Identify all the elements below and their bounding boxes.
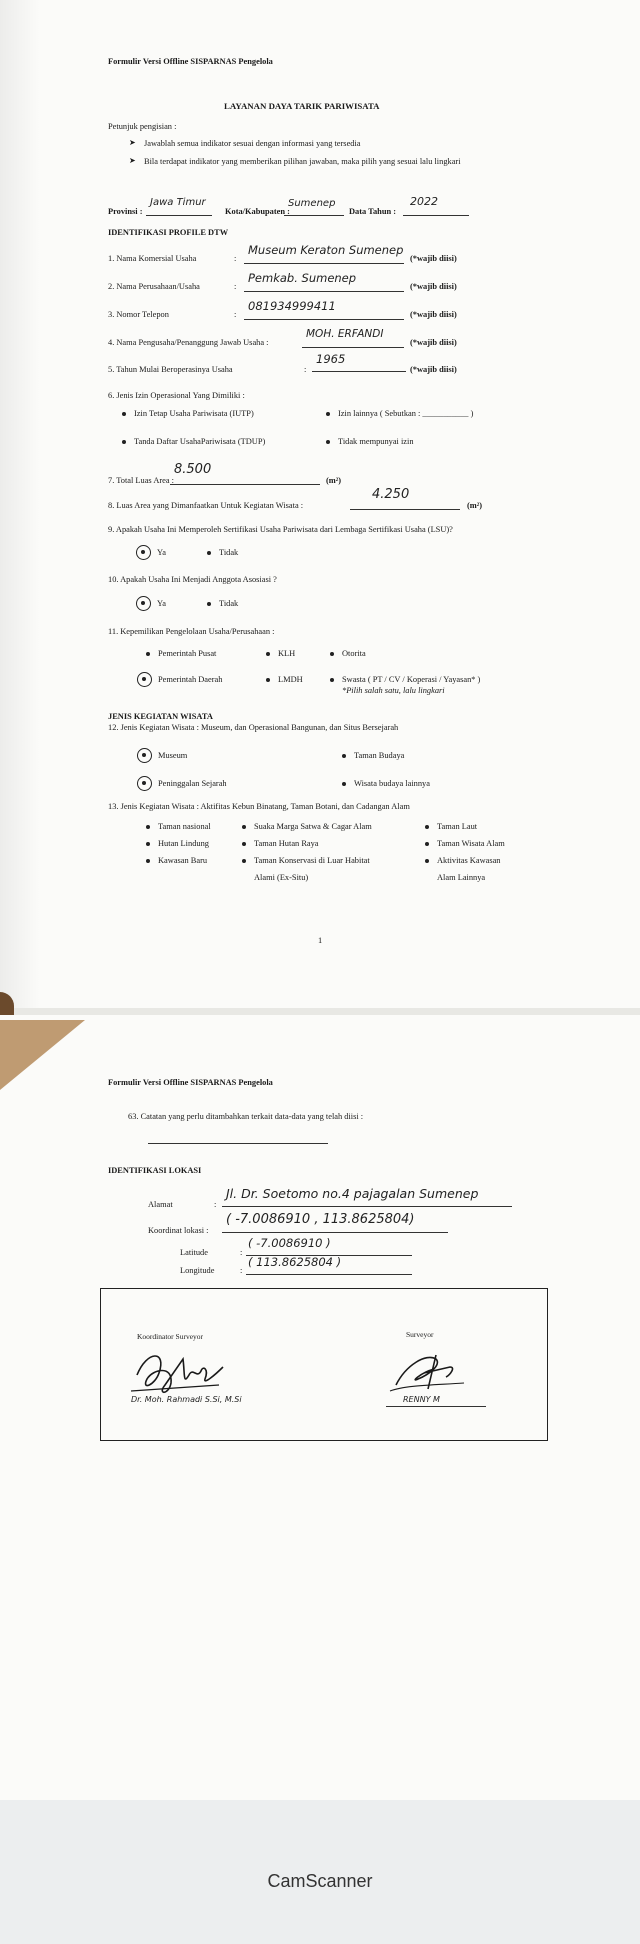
bullet-dot — [242, 842, 246, 846]
q12-label: 12. Jenis Kegiatan Wisata : Museum, dan Operasional Bangunan, dan Situs Bersejarah — [108, 723, 399, 732]
q9-tidak: Tidak — [219, 548, 239, 557]
q13-col1-item: Taman nasional — [158, 822, 211, 831]
colon: : — [234, 310, 237, 319]
q7-label: 7. Total Luas Area : — [108, 476, 175, 485]
provinsi-line — [146, 215, 212, 216]
surveyor-signature-icon — [376, 1345, 476, 1397]
q13-col3-item: Taman Laut — [437, 822, 478, 831]
longitude-value: ( 113.8625804 ) — [248, 1255, 342, 1269]
alamat-line — [222, 1206, 512, 1207]
q5-line — [312, 371, 406, 372]
tahun-value: 2022 — [410, 195, 438, 208]
q6-option-tidak: Tidak mempunyai izin — [338, 437, 414, 446]
instruction-1: Jawablah semua indikator sesuai dengan informasi yang tersedia — [144, 139, 361, 148]
q6-option-lainnya: Izin lainnya ( Sebutkan : ___________ ) — [338, 409, 474, 418]
koordinator-name: Dr. Moh. Rahmadi S.Si, M.Si — [131, 1395, 242, 1404]
q63-line — [148, 1143, 328, 1144]
q6-label: 6. Jenis Izin Operasional Yang Dimiliki : — [108, 391, 245, 400]
q7-value: 8.500 — [174, 462, 212, 477]
bullet-dot — [425, 842, 429, 846]
bullet-dot — [326, 440, 330, 444]
latitude-value: ( -7.0086910 ) — [248, 1236, 331, 1250]
q13-col1-item: Hutan Lindung — [158, 839, 209, 848]
q10-tidak: Tidak — [219, 599, 239, 608]
q13-label: 13. Jenis Kegiatan Wisata : Aktifitas Kebun Binatang, Taman Botani, dan Cadangan Alam — [108, 802, 410, 811]
q13-col3-item: Taman Wisata Alam — [437, 839, 505, 848]
q5-value: 1965 — [316, 352, 346, 366]
q5-wajib: (*wajib diisi) — [410, 365, 457, 374]
camscanner-watermark: CamScanner — [267, 1871, 373, 1891]
q13-col3-item: Alam Lainnya — [437, 873, 486, 882]
q6-option-iutp: Izin Tetap Usaha Pariwisata (IUTP) — [134, 409, 254, 418]
q2-value: Pemkab. Sumenep — [248, 271, 357, 285]
q4-label: 4. Nama Pengusaha/Penanggung Jawab Usaha : — [108, 338, 269, 347]
page-number: 1 — [318, 936, 323, 945]
bullet-dot — [207, 602, 211, 606]
bullet-dot — [146, 842, 150, 846]
selected-circle-icon — [137, 748, 152, 763]
section-jenis-kegiatan: JENIS KEGIATAN WISATA — [108, 712, 213, 721]
selected-circle-icon — [137, 672, 152, 687]
q10-ya: Ya — [157, 599, 166, 608]
q6-option-tdup: Tanda Daftar UsahaPariwisata (TDUP) — [134, 437, 266, 446]
tahun-line — [403, 215, 469, 216]
q9-label: 9. Apakah Usaha Ini Memperoleh Sertifikasi Usaha Pariwisata dari Lembaga Sertifikasi Usaha (LSU)? — [108, 525, 453, 534]
form-title: LAYANAN DAYA TARIK PARIWISATA — [224, 101, 380, 111]
surveyor-label: Surveyor — [406, 1330, 434, 1339]
q1-line — [244, 263, 404, 264]
thumb-corner — [0, 1020, 85, 1090]
q2-label: 2. Nama Perusahaan/Usaha — [108, 282, 200, 291]
kota-value: Sumenep — [288, 198, 336, 209]
q9-ya: Ya — [157, 548, 166, 557]
q7-line — [170, 484, 320, 485]
colon: : — [234, 254, 237, 263]
koordinat-value: ( -7.0086910 , 113.8625804) — [226, 1212, 415, 1227]
provinsi-label: Provinsi : — [108, 207, 143, 216]
koordinator-label: Koordinator Surveyor — [137, 1332, 204, 1341]
bullet-dot — [122, 440, 126, 444]
koordinat-line — [222, 1232, 448, 1233]
bullet-dot — [146, 652, 150, 656]
longitude-label: Longitude — [180, 1266, 215, 1275]
q8-value: 4.250 — [372, 487, 410, 502]
arrow-bullet-icon: ➤ — [129, 138, 136, 147]
tahun-label: Data Tahun : — [349, 207, 397, 216]
selected-circle-icon — [137, 776, 152, 791]
section-identifikasi: IDENTIFIKASI PROFILE DTW — [108, 228, 229, 237]
q8-line — [350, 509, 460, 510]
q11-option-otorita: Otorita — [342, 649, 366, 658]
q13-col2-item: Alami (Ex-Situ) — [254, 873, 309, 882]
selected-circle-icon — [136, 545, 151, 560]
q3-value: 081934999411 — [248, 299, 336, 313]
q12-option-taman-budaya: Taman Budaya — [354, 751, 405, 760]
bullet-dot — [242, 859, 246, 863]
section-lokasi: IDENTIFIKASI LOKASI — [108, 1166, 202, 1175]
q10-label: 10. Apakah Usaha Ini Menjadi Anggota Asosiasi ? — [108, 575, 277, 584]
bullet-dot — [342, 782, 346, 786]
alamat-value: Jl. Dr. Soetomo no.4 pajagalan Sumenep — [226, 1186, 479, 1201]
bullet-dot — [207, 551, 211, 555]
q11-label: 11. Kepemilikan Pengelolaan Usaha/Perusahaan : — [108, 627, 275, 636]
q1-label: 1. Nama Komersial Usaha — [108, 254, 197, 263]
bullet-dot — [146, 825, 150, 829]
q12-option-sejarah: Peninggalan Sejarah — [158, 779, 227, 788]
bullet-dot — [266, 652, 270, 656]
q8-label: 8. Luas Area yang Dimanfaatkan Untuk Kegiatan Wisata : — [108, 501, 304, 510]
form-header: Formulir Versi Offline SISPARNAS Pengelola — [108, 57, 273, 66]
colon: : — [240, 1248, 243, 1257]
q2-wajib: (*wajib diisi) — [410, 282, 457, 291]
bullet-dot — [266, 678, 270, 682]
bullet-dot — [425, 825, 429, 829]
q12-option-lainnya: Wisata budaya lainnya — [354, 779, 430, 788]
q1-value: Museum Keraton Sumenep — [248, 243, 404, 257]
q11-option-daerah: Pemerintah Daerah — [158, 675, 223, 684]
q11-option-klh: KLH — [278, 649, 296, 658]
selected-circle-icon — [136, 596, 151, 611]
page-shadow — [0, 0, 40, 1010]
q8-unit: (m²) — [467, 501, 483, 510]
arrow-bullet-icon: ➤ — [129, 156, 136, 165]
kota-line — [284, 215, 344, 216]
bullet-dot — [425, 859, 429, 863]
bullet-dot — [242, 825, 246, 829]
bullet-dot — [122, 412, 126, 416]
bullet-dot — [330, 652, 334, 656]
bullet-dot — [326, 412, 330, 416]
q2-line — [244, 291, 404, 292]
surveyor-name: RENNY M — [403, 1395, 440, 1404]
latitude-label: Latitude — [180, 1248, 208, 1257]
bullet-dot — [342, 754, 346, 758]
q13-col2-item: Taman Konservasi di Luar Habitat — [254, 856, 370, 865]
q11-option-pusat: Pemerintah Pusat — [158, 649, 217, 658]
q11-option-swasta: Swasta ( PT / CV / Koperasi / Yayasan* ) — [342, 675, 481, 684]
q3-line — [244, 319, 404, 320]
q13-col3-item: Aktivitas Kawasan — [437, 856, 501, 865]
q63-label: 63. Catatan yang perlu ditambahkan terkait data-data yang telah diisi : — [128, 1112, 364, 1121]
bullet-dot — [330, 678, 334, 682]
colon: : — [234, 282, 237, 291]
q12-option-museum: Museum — [158, 751, 188, 760]
q3-label: 3. Nomor Telepon — [108, 310, 169, 319]
q4-wajib: (*wajib diisi) — [410, 338, 457, 347]
provinsi-value: Jawa Timur — [150, 197, 206, 208]
q11-option-lmdh: LMDH — [278, 675, 303, 684]
q13-col2-item: Suaka Marga Satwa & Cagar Alam — [254, 822, 372, 831]
alamat-label: Alamat — [148, 1200, 173, 1209]
q4-line — [302, 347, 404, 348]
q3-wajib: (*wajib diisi) — [410, 310, 457, 319]
q4-value: MOH. ERFANDI — [306, 328, 384, 340]
colon: : — [240, 1266, 243, 1275]
instruction-2: Bila terdapat indikator yang memberikan pilihan jawaban, maka pilih yang sesuai lalu lingkari — [144, 157, 461, 166]
colon: : — [304, 365, 307, 374]
q5-label: 5. Tahun Mulai Beroperasinya Usaha — [108, 365, 233, 374]
longitude-line — [246, 1274, 412, 1275]
petunjuk-label: Petunjuk pengisian : — [108, 122, 177, 131]
q1-wajib: (*wajib diisi) — [410, 254, 457, 263]
koordinat-label: Koordinat lokasi : — [148, 1226, 209, 1235]
colon: : — [214, 1200, 217, 1209]
q7-unit: (m²) — [326, 476, 342, 485]
q13-col1-item: Kawasan Baru — [158, 856, 208, 865]
kota-label: Kota/Kabupaten : — [225, 207, 290, 216]
form-header-2: Formulir Versi Offline SISPARNAS Pengelola — [108, 1078, 273, 1087]
q11-note: *Pilih salah satu, lalu lingkari — [342, 686, 445, 695]
bullet-dot — [146, 859, 150, 863]
surveyor-line — [386, 1406, 486, 1407]
q13-col2-item: Taman Hutan Raya — [254, 839, 319, 848]
signature-box — [100, 1288, 548, 1441]
